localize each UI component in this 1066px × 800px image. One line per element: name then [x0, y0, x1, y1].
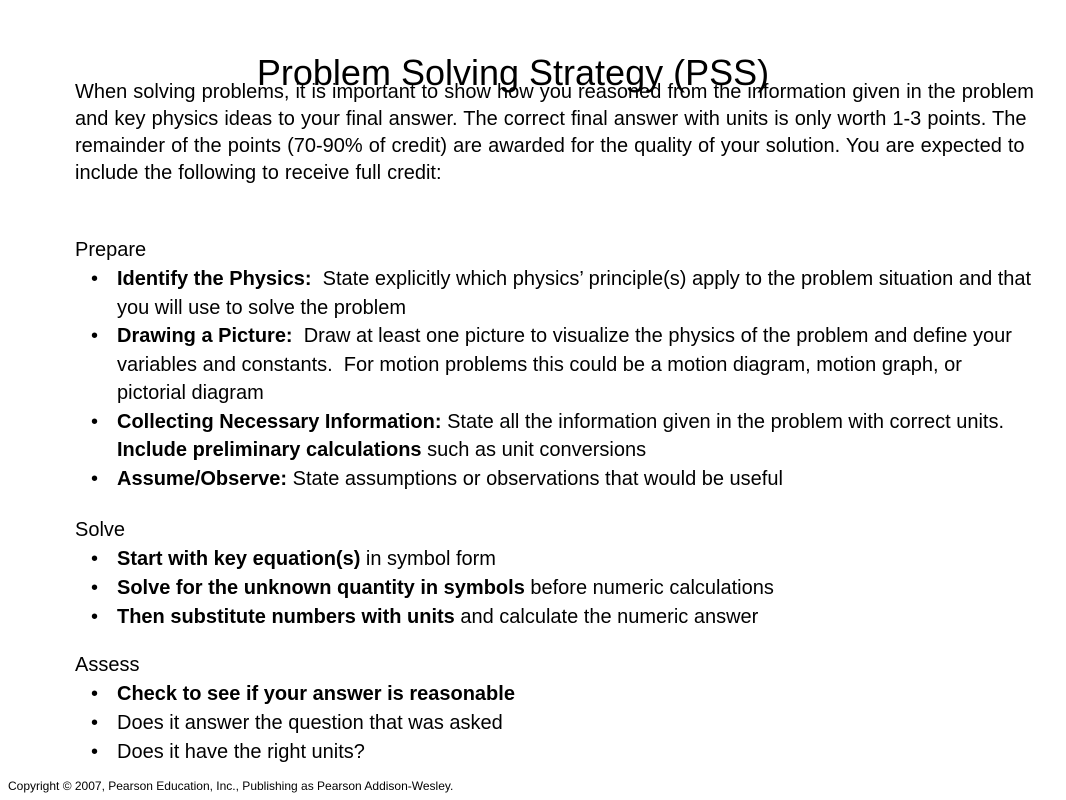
section-heading-assess: Assess: [75, 654, 140, 676]
item-bold-text: Drawing a Picture:: [117, 325, 293, 347]
list-item: [91, 408, 1035, 465]
bullet-glyph: •: [91, 683, 99, 705]
list-item: [91, 545, 1035, 574]
list-item: [91, 680, 1035, 709]
item-bold-text: Identify the Physics:: [117, 268, 312, 290]
prepare-list: [75, 265, 1035, 493]
item-text: State all the information given in the problem with correct units.: [441, 410, 1016, 433]
item-bold-text-2: Include preliminary calculations: [117, 439, 422, 461]
item-text: and calculate the numeric answer: [454, 606, 759, 628]
intro-paragraph: When solving problems, it is important to show how you reasoned from the information given in the problem and key physics ideas to your final answer. The correct final answer with units is only worth 1-3 points. The remainder of the points (70-90% of credit) are awarded for the quality of your solution. You are expected to include the following to receive full credit:: [75, 81, 1034, 184]
bullet-glyph: •: [91, 741, 99, 763]
item-text: before numeric calculations: [524, 577, 774, 599]
item-text: in symbol form: [360, 548, 496, 570]
bullet-glyph: •: [91, 577, 99, 599]
item-text: Draw at least one picture to visualize the physics of the problem and define your variables and constants. For motion problems this could be a motion diagram, motion graph, or pictorial diagram: [117, 325, 1018, 404]
bullet-glyph: •: [91, 325, 99, 347]
bullet-glyph: •: [91, 712, 99, 734]
bullet-glyph: •: [91, 268, 99, 290]
item-text: State assumptions or observations that would be useful: [287, 467, 783, 490]
item-bold-text: Assume/Observe:: [117, 467, 288, 490]
item-text: Does it answer the question that was asked: [117, 712, 503, 734]
bullet-glyph: •: [91, 410, 99, 433]
copyright-notice: Copyright © 2007, Pearson Education, Inc., Publishing as Pearson Addison-Wesley.: [8, 779, 454, 793]
section-solve: [75, 516, 1035, 632]
section-prepare: [75, 236, 1035, 493]
list-item: [91, 603, 1035, 632]
list-item: [91, 465, 1035, 494]
item-text-2: such as unit conversions: [421, 439, 647, 461]
solve-list: [75, 545, 1035, 632]
page-title: Problem Solving Strategy (PSS): [256, 52, 770, 94]
item-text: Does it have the right units?: [117, 741, 365, 763]
item-bold-text: Check to see if your answer is reasonable: [117, 683, 515, 705]
bullet-glyph: •: [91, 467, 99, 490]
list-item: [91, 322, 1035, 408]
section-assess: [75, 651, 1035, 767]
list-item: [91, 574, 1035, 603]
list-item: [91, 709, 1035, 738]
list-item: [91, 265, 1035, 322]
item-bold-text: Solve for the unknown quantity in symbols: [117, 577, 525, 599]
item-text: State explicitly which physics’ principle(s) apply to the problem situation and that you will use to solve the problem: [117, 268, 1037, 319]
bullet-glyph: •: [91, 606, 99, 628]
item-bold-text: Start with key equation(s): [117, 548, 361, 570]
list-item: [91, 738, 1035, 767]
item-bold-text: Collecting Necessary Information:: [117, 410, 442, 433]
assess-list: [75, 680, 1035, 767]
item-bold-text: Then substitute numbers with units: [117, 606, 455, 628]
section-heading-solve: Solve: [75, 519, 126, 541]
section-heading-prepare: Prepare: [75, 239, 147, 261]
bullet-glyph: •: [91, 548, 99, 570]
